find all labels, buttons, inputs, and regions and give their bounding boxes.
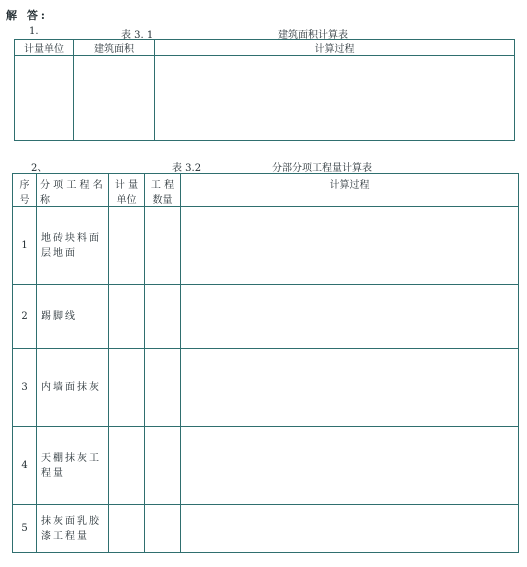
unit-cell: [109, 505, 145, 553]
header-item-name: 分 项 工 程 名 称: [37, 174, 109, 207]
row-number: 1: [13, 207, 37, 285]
row-number: 4: [13, 427, 37, 505]
unit-cell: [109, 207, 145, 285]
item-name: 踢脚线: [37, 285, 109, 349]
table1-header-row: [15, 40, 515, 56]
process-cell: [181, 207, 519, 285]
header-unit: 计 量 单位: [109, 174, 145, 207]
table-row: [13, 349, 519, 427]
row-number: 5: [13, 505, 37, 553]
process-cell: [181, 427, 519, 505]
table1-body-row: [15, 56, 515, 141]
quantity-cell: [145, 427, 181, 505]
section1-index: 1.: [29, 26, 39, 37]
header-building-area: 建筑面积: [74, 40, 155, 56]
section2-table-number: 表 3.2: [172, 163, 202, 174]
row-number: 3: [13, 349, 37, 427]
process-cell: [181, 505, 519, 553]
unit-cell: [109, 349, 145, 427]
unit-cell: [15, 56, 74, 141]
header-calculation-process: 计算过程: [181, 174, 519, 207]
section2-index: 2、: [31, 163, 48, 174]
process-cell: [155, 56, 515, 141]
building-area-table: [14, 39, 515, 141]
process-cell: [181, 349, 519, 427]
process-cell: [181, 285, 519, 349]
item-name: 内墙面抹灰: [37, 349, 109, 427]
table-row: [13, 285, 519, 349]
work-quantity-table: [12, 173, 519, 553]
quantity-cell: [145, 349, 181, 427]
table-row: [13, 207, 519, 285]
header-quantity: 工 程 数量: [145, 174, 181, 207]
table2-header-row: [13, 174, 519, 207]
header-unit: 计量单位: [15, 40, 74, 56]
section1-table-number: 表 3. 1: [121, 30, 154, 41]
quantity-cell: [145, 207, 181, 285]
item-name: 地砖块料面 层地面: [37, 207, 109, 285]
table-row: [13, 427, 519, 505]
item-name: 抹灰面乳胶 漆工程量: [37, 505, 109, 553]
answer-heading: 解 答:: [6, 9, 48, 22]
header-seq: 序 号: [13, 174, 37, 207]
unit-cell: [109, 285, 145, 349]
section1-table-title: 建筑面积计算表: [278, 30, 348, 41]
unit-cell: [109, 427, 145, 505]
quantity-cell: [145, 285, 181, 349]
section2-table-title: 分部分项工程量计算表: [272, 163, 372, 174]
quantity-cell: [145, 505, 181, 553]
item-name: 天棚抹灰工 程量: [37, 427, 109, 505]
table-row: [13, 505, 519, 553]
row-number: 2: [13, 285, 37, 349]
area-cell: [74, 56, 155, 141]
header-calculation-process: 计算过程: [155, 40, 515, 56]
